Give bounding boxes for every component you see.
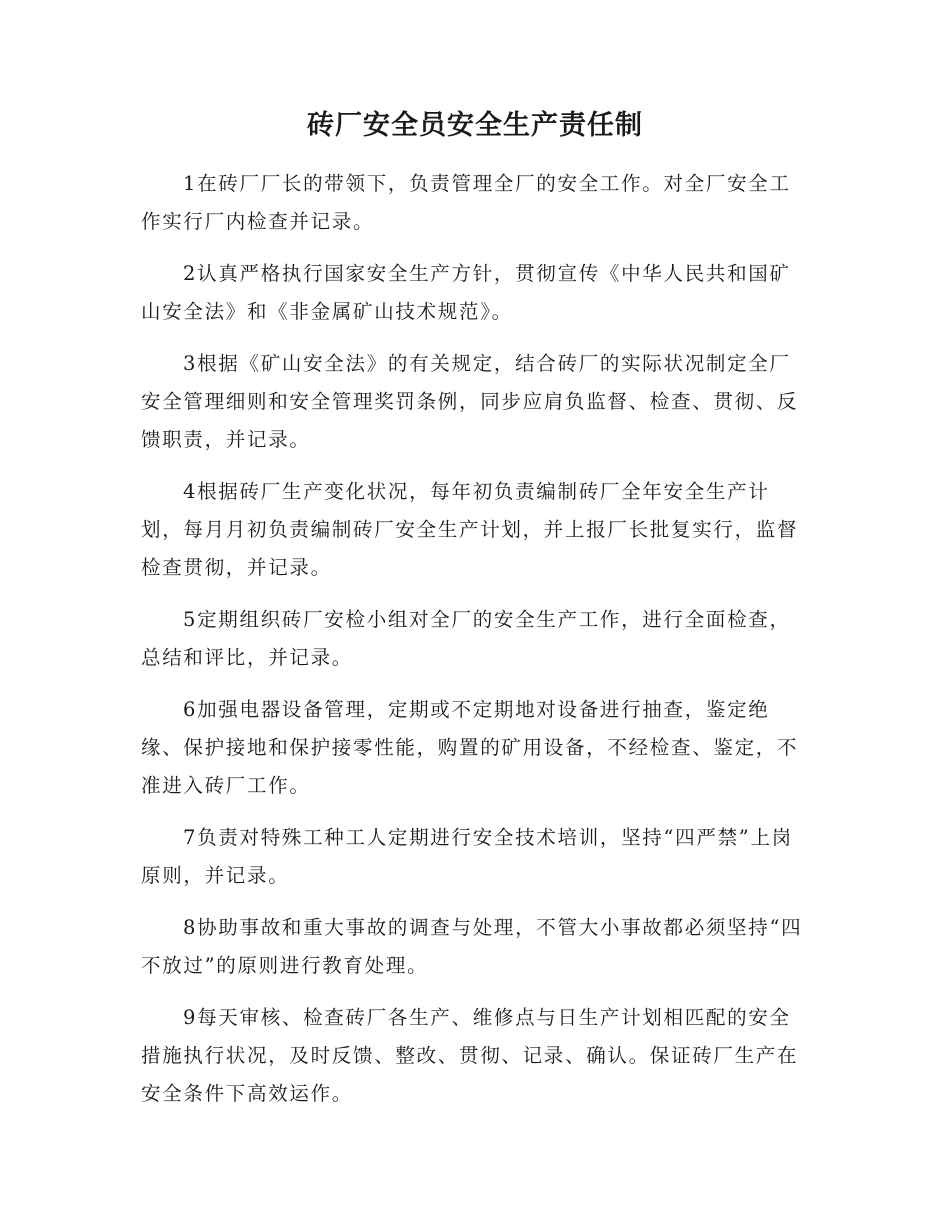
paragraph-6: 6加强电器设备管理，定期或不定期地对设备进行抽查，鉴定绝缘、保护接地和保护接零性能，购置的矿用设备，不经检查、鉴定，不准进入砖厂工作。 [141,698,799,797]
paragraph-4: 4根据砖厂生产变化状况，每年初负责编制砖厂全年安全生产计划，每月月初负责编制砖厂安全生产计划，并上报厂长批复实行，监督检查贯彻，并记录。 [141,480,799,579]
paragraph-5: 5定期组织砖厂安检小组对全厂的安全生产工作，进行全面检查，总结和评比，并记录。 [141,608,791,669]
document-title: 砖厂安全员安全生产责任制 [307,110,643,141]
paragraph-2: 2认真严格执行国家安全生产方针，贯彻宣传《中华人民共和国矿山安全法》和《非金属矿山技术规范》。 [141,262,791,323]
paragraph-7: 7负责对特殊工种工人定期进行安全技术培训，坚持“四严禁”上岗原则，并记录。 [141,826,793,887]
paragraph-9: 9每天审核、检查砖厂各生产、维修点与日生产计划相匹配的安全措施执行状况，及时反馈、整改、贯彻、记录、确认。保证砖厂生产在安全条件下高效运作。 [141,1006,799,1105]
document-body [141,165,811,1127]
paragraph-1: 1在砖厂厂长的带领下，负责管理全厂的安全工作。对全厂安全工作实行厂内检查并记录。 [141,172,791,233]
paragraph-8: 8协助事故和重大事故的调查与处理，不管大小事故都必须坚持“四不放过”的原则进行教育处理。 [141,916,803,977]
paragraph-3: 3根据《矿山安全法》的有关规定，结合砖厂的实际状况制定全厂安全管理细则和安全管理奖罚条例，同步应肩负监督、检查、贯彻、反馈职责，并记录。 [141,352,799,451]
